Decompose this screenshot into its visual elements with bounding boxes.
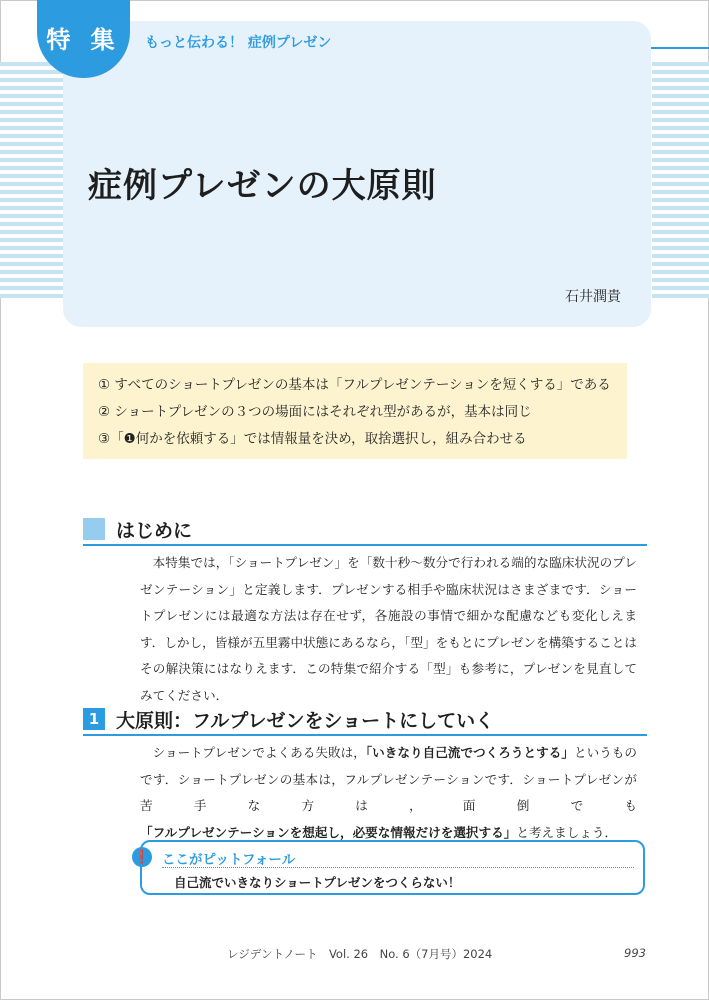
decorative-stripes-left bbox=[0, 62, 64, 298]
pitfall-title: ここがピットフォール bbox=[162, 852, 296, 868]
pitfall-divider bbox=[162, 867, 634, 868]
key-point: ② ショートプレゼンの３つの場面にはそれぞれ型があるが，基本は同じ bbox=[98, 404, 532, 420]
pitfall-icon: ❗ bbox=[132, 847, 152, 867]
key-point: ③「❶何かを依頼する」では情報量を決め，取捨選択し，組み合わせる bbox=[98, 431, 527, 447]
feature-subtitle: もっと伝わる！ 症例プレゼン bbox=[145, 35, 332, 51]
intro-heading bbox=[83, 516, 647, 546]
emphasis-text: 「いきなり自己流でつくろうとする」 bbox=[365, 745, 574, 760]
section-1-heading-text: 大原則：フルプレゼンをショートにしていく bbox=[116, 710, 495, 732]
section-1-paragraph bbox=[140, 740, 637, 846]
heading-square-icon bbox=[83, 518, 105, 540]
section-number-badge: 1 bbox=[83, 708, 105, 730]
key-points-box bbox=[83, 363, 627, 459]
feature-badge: 特 集 bbox=[37, 0, 130, 78]
section-1-heading bbox=[83, 706, 647, 736]
page-number: 993 bbox=[624, 946, 646, 960]
article-title: 症例プレゼンの大原則 bbox=[88, 166, 437, 206]
pitfall-callout bbox=[133, 840, 645, 895]
decorative-stripes-right bbox=[652, 62, 709, 298]
intro-paragraph: 本特集では，「ショートプレゼン」を「数十秒〜数分で行われる端的な臨床状況のプレゼンテーション」と定義します．プレゼンする相手や臨床状況はさまざまです．ショートプレゼンには最適な方法は存在せず，各施設の事情で細かな配慮なども変化しえます．しかし，皆様が五里霧中状態にあるなら，「型」をもとにプレゼンを構築することはその解決策にはなりえます．この特集で紹介する「型」も参考に，プレゼンを見直してみてください． bbox=[140, 555, 637, 703]
paragraph-text: ショートプレゼンでよくある失敗は， bbox=[152, 745, 366, 760]
intro-heading-text: はじめに bbox=[116, 520, 193, 542]
paragraph-text: と考えましょう． bbox=[516, 824, 618, 840]
paragraph-text: というものです．ショートプレゼンの基本は，フルプレゼンテーションです．ショートプレゼンが苦手な方は，面倒でも bbox=[140, 745, 638, 813]
footer-journal: レジデントノート Vol. 26 No. 6（7月号）2024 bbox=[227, 947, 493, 961]
key-point: ① すべてのショートプレゼンの基本は「フルプレゼンテーションを短くする」である bbox=[98, 377, 611, 393]
pitfall-text: 自己流でいきなりショートプレゼンをつくらない！ bbox=[174, 875, 461, 890]
article-author: 石井潤貴 bbox=[565, 289, 621, 305]
emphasis-text: 「フルプレゼンテーションを想起し，必要な情報だけを選択する」 bbox=[140, 824, 517, 840]
